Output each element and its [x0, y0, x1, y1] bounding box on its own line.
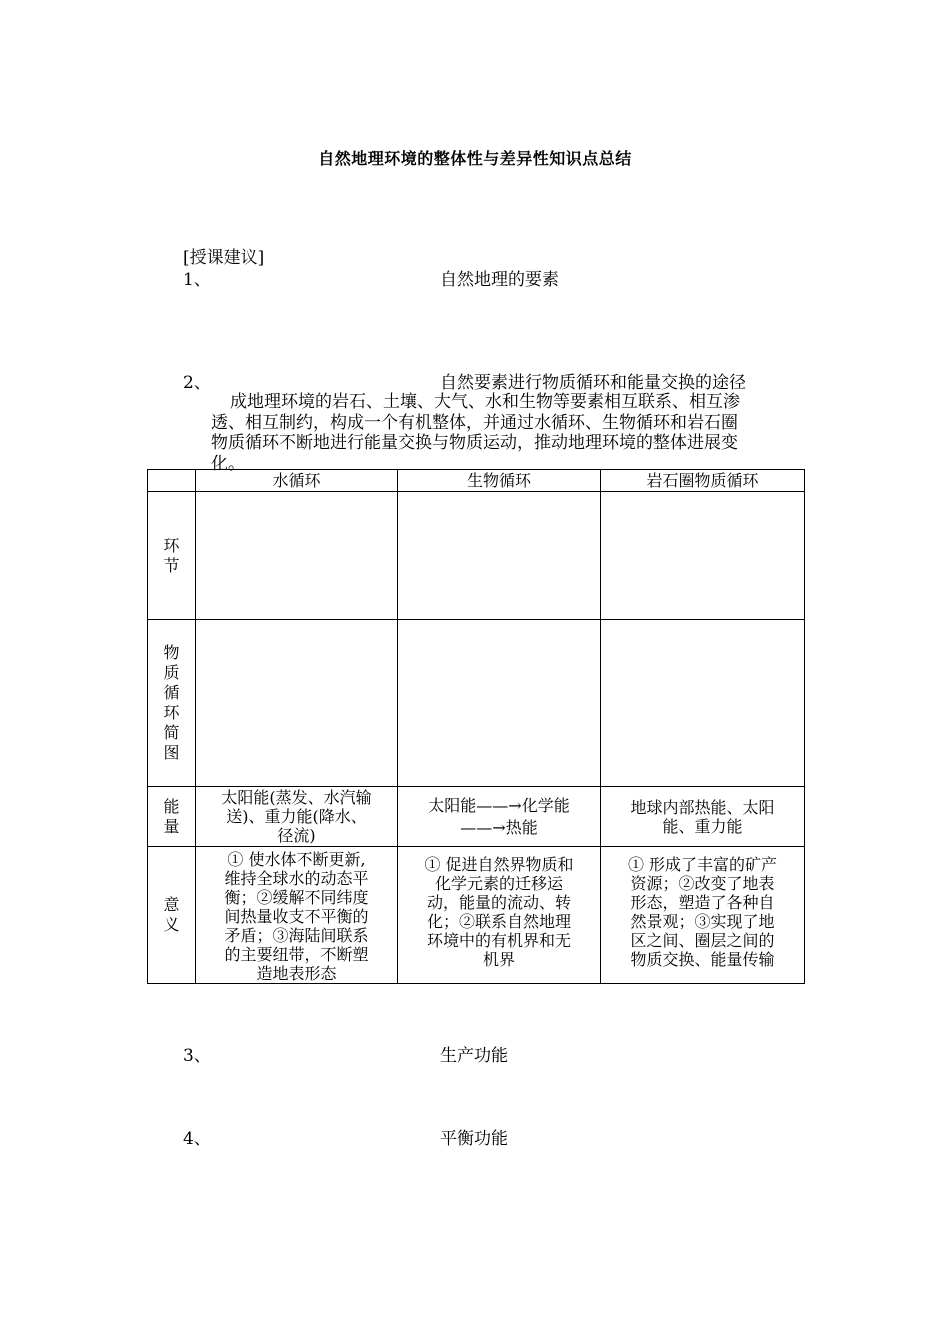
paragraph-line: 物质循环不断地进行能量交换与物质运动，推动地理环境的整体进展变 [211, 433, 738, 453]
cell-line: 机界 [482, 950, 515, 969]
section-2-paragraph [211, 392, 805, 474]
cell-line: 太阳能——→化学能 [428, 795, 570, 815]
cell-line: ① 促进自然界物质和 [424, 855, 574, 874]
teaching-suggestion: [授课建议] [183, 248, 265, 268]
table-row-links [148, 492, 805, 620]
row-label-links: 环节 [148, 492, 196, 620]
table-cell [601, 492, 805, 620]
section-1-number: 1、 [183, 270, 211, 290]
section-2-number: 2、 [183, 373, 211, 393]
cell-line: 环境中的有机界和无 [426, 931, 571, 950]
cell-line: 维持全球水的动态平 [224, 869, 369, 888]
section-2-heading: 自然要素进行物质循环和能量交换的途径 [440, 373, 746, 393]
cell-line: 间热量收支不平衡的 [224, 907, 369, 926]
cell-line: 衡；②缓解不同纬度 [224, 888, 369, 907]
cell-line: 动，能量的流动、转 [426, 893, 571, 912]
section-3-number: 3、 [183, 1046, 211, 1066]
cell-line: 矛盾；③海陆间联系 [224, 926, 369, 945]
cell-line: 资源；②改变了地表 [630, 874, 775, 893]
cell-line: 区之间、圈层之间的 [630, 931, 775, 950]
row-label-diagram: 物质循环简图 [148, 620, 196, 787]
cell-line: 的主要纽带，不断塑 [224, 945, 369, 964]
header-rock-cycle: 岩石圈物质循环 [601, 470, 805, 492]
material-cycle-table [147, 469, 805, 984]
table-cell [398, 492, 601, 620]
paragraph-line: 透、相互制约，构成一个有机整体，并通过水循环、生物循环和岩石圈 [211, 412, 738, 433]
table-cell [398, 620, 601, 787]
cell-line: 物质交换、能量传输 [630, 950, 775, 969]
section-4-heading: 平衡功能 [440, 1129, 508, 1149]
cell-line: 形态，塑造了各种自 [630, 893, 775, 912]
section-3-heading: 生产功能 [440, 1046, 508, 1066]
table-cell [601, 847, 805, 984]
cell-line: ——→热能 [460, 817, 538, 837]
row-label-energy: 能量 [148, 787, 196, 847]
paragraph-line: 化。 [211, 453, 245, 474]
table-row-significance [148, 847, 805, 984]
cell-line: 然景观；③实现了地 [630, 912, 775, 931]
header-cell-empty [148, 470, 196, 492]
cell-line: 能、重力能 [662, 816, 743, 836]
paragraph-line: 成地理环境的岩石、土壤、大气、水和生物等要素相互联系、相互渗 [230, 392, 740, 412]
cell-line: 径流) [277, 826, 316, 845]
cell-line: 送)、重力能(降水、 [226, 807, 367, 826]
table-cell [398, 787, 601, 847]
cell-line: ① 形成了丰富的矿产 [627, 855, 778, 874]
table-cell [398, 847, 601, 984]
table-cell [196, 847, 398, 984]
table-cell [196, 787, 398, 847]
table-header-row [148, 470, 805, 492]
table-row-diagram [148, 620, 805, 787]
cell-line: 太阳能(蒸发、水汽输 [221, 788, 372, 807]
section-1-heading: 自然地理的要素 [440, 270, 559, 290]
table-cell [196, 492, 398, 620]
page-title: 自然地理环境的整体性与差异性知识点总结 [318, 149, 632, 168]
section-4-number: 4、 [183, 1129, 211, 1149]
table-cell [601, 620, 805, 787]
cell-line: 造地表形态 [256, 964, 337, 983]
cell-line: 化；②联系自然地理 [426, 912, 571, 931]
cell-line: ① 使水体不断更新, [227, 850, 366, 869]
header-bio-cycle: 生物循环 [398, 470, 601, 492]
table-cell [601, 787, 805, 847]
table-cell [196, 620, 398, 787]
row-label-significance: 意义 [148, 847, 196, 984]
cell-line: 地球内部热能、太阳 [630, 797, 775, 817]
cell-line: 化学元素的迁移运 [434, 874, 563, 893]
header-water-cycle: 水循环 [196, 470, 398, 492]
table-row-energy [148, 787, 805, 847]
